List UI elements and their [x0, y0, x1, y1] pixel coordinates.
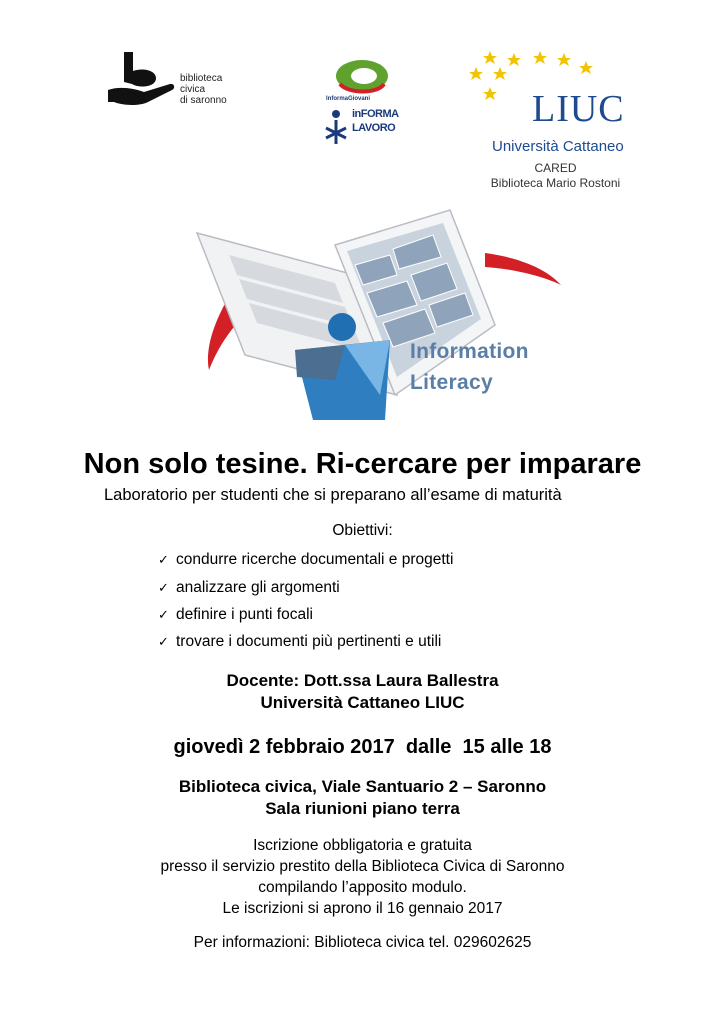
liuc-university-name: Università Cattaneo [492, 138, 624, 155]
checkmark-icon: ✓ [158, 634, 169, 649]
page-title: Non solo tesine. Ri-cercare per imparare [83, 448, 642, 480]
registration-line: presso il servizio prestito della Biblioteca Civica di Saronno [160, 858, 565, 875]
event-date: giovedì 2 febbraio 2017 dalle 15 alle 18 [173, 736, 552, 758]
biblioteca-logo-line: civica [180, 84, 206, 95]
information-literacy-illustration [185, 205, 570, 430]
registration-line: Iscrizione obbligatoria e gratuita [253, 837, 472, 854]
registration-line: Le iscrizioni si aprono il 16 gennaio 2017 [222, 900, 503, 917]
registration-line: compilando l’apposito modulo. [258, 879, 467, 896]
biblioteca-mark-icon [104, 48, 176, 112]
liuc-wordmark: LIUC [532, 88, 625, 130]
informa-lavoro-logo [318, 58, 408, 154]
biblioteca-logo-line: di saronno [180, 95, 227, 106]
lavoro-word: LAVORO [352, 122, 396, 134]
cared-label: CARED [534, 161, 577, 175]
venue-room: Sala riunioni piano terra [265, 799, 460, 818]
biblioteca-saronno-logo [104, 48, 254, 118]
objective-item [158, 551, 453, 569]
objective-item [158, 633, 441, 651]
objective-text: trovare i documenti più pertinenti e utili [176, 633, 442, 650]
objective-item [158, 606, 313, 624]
informa-lavoro-mark-icon [322, 108, 350, 148]
objective-text: analizzare gli argomenti [176, 579, 340, 596]
venue-address: Biblioteca civica, Viale Santuario 2 – Saronno [178, 777, 547, 796]
literacy-word: Literacy [410, 371, 493, 394]
checkmark-icon: ✓ [158, 607, 169, 622]
objective-text: condurre ricerche documentali e progetti [176, 551, 454, 568]
checkmark-icon: ✓ [158, 552, 169, 567]
biblioteca-rostoni-label: Biblioteca Mario Rostoni [490, 176, 621, 190]
contact-info: Per informazioni: Biblioteca civica tel. 029602625 [193, 934, 532, 951]
biblioteca-logo-line: biblioteca [180, 73, 223, 84]
informa-word: inFORMA [352, 108, 399, 120]
objective-text: definire i punti focali [176, 606, 313, 623]
liuc-logo [468, 45, 643, 195]
objectives-heading: Obiettivi: [332, 522, 393, 539]
checkmark-icon: ✓ [158, 580, 169, 595]
information-word: Information [410, 340, 529, 363]
informagiovani-mark-icon [318, 58, 408, 98]
laptop-books-icon [185, 205, 570, 430]
page-subtitle: Laboratorio per studenti che si preparano all’esame di maturità [104, 486, 562, 504]
teacher-affiliation: Università Cattaneo LIUC [260, 693, 465, 712]
teacher-name: Docente: Dott.ssa Laura Ballestra [226, 671, 499, 690]
objective-item [158, 579, 340, 597]
informagiovani-text: InformaGiovani [326, 96, 371, 102]
